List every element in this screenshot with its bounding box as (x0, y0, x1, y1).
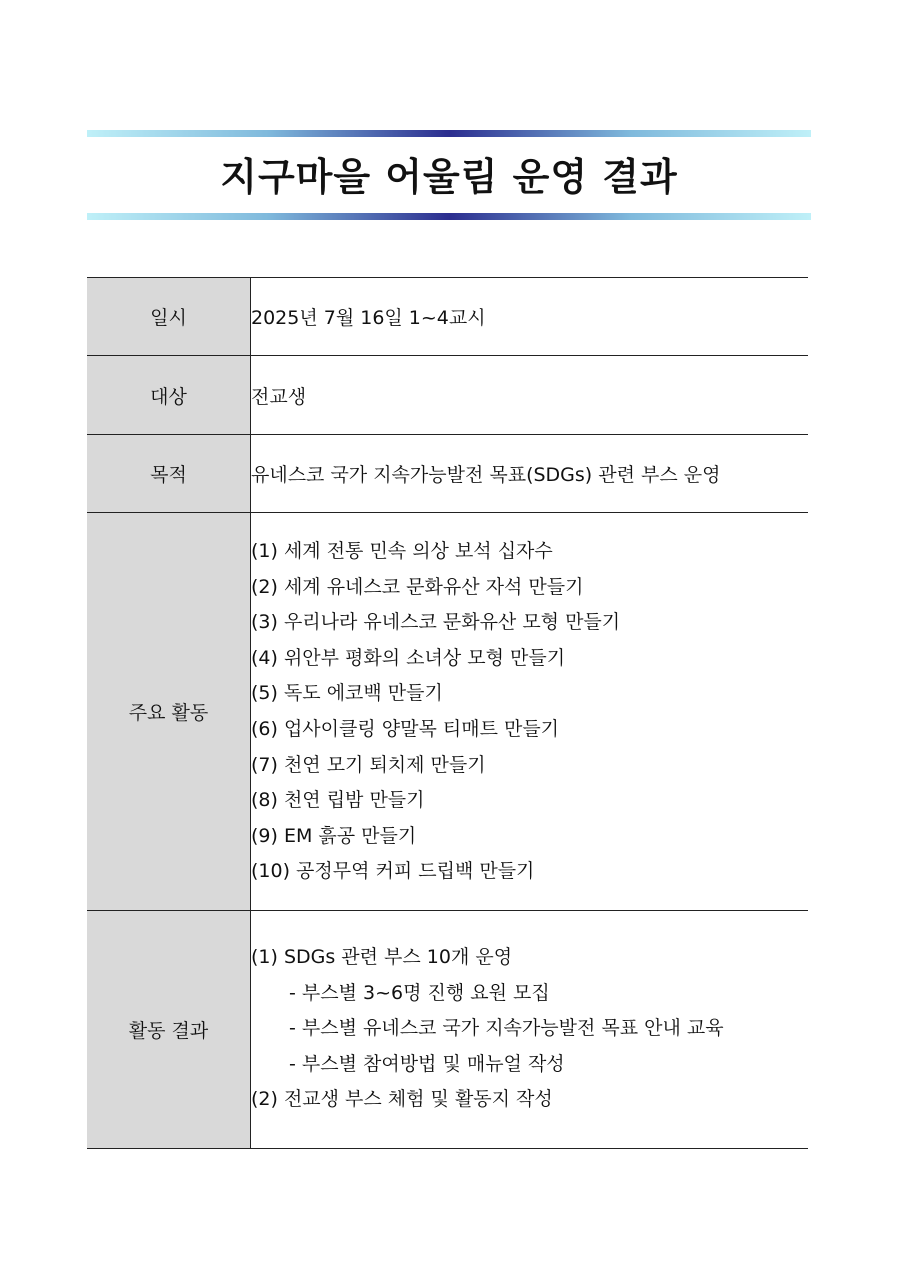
list-item: (1) SDGs 관련 부스 10개 운영 (251, 945, 513, 968)
list-item: (7) 천연 모기 퇴치제 만들기 (251, 753, 486, 776)
list-item: (10) 공정무역 커피 드립백 만들기 (251, 860, 535, 883)
list-subitem: - 부스별 3~6명 진행 요원 모집 (289, 981, 550, 1004)
list-subitem: - 부스별 참여방법 및 매뉴얼 작성 (289, 1052, 565, 1075)
page-title: 지구마을 어울림 운영 결과 (220, 155, 678, 199)
row-value-purpose: 유네스코 국가 지속가능발전 목표(SDGs) 관련 부스 운영 (251, 435, 809, 513)
table-row-activities (87, 513, 808, 911)
row-label-activities: 주요 활동 (87, 513, 251, 911)
list-item: (4) 위안부 평화의 소녀상 모형 만들기 (251, 646, 566, 669)
title-top-bar (87, 130, 811, 137)
row-value-target: 전교생 (251, 356, 809, 435)
activity-list (251, 513, 808, 910)
row-label-purpose: 목적 (87, 435, 251, 513)
list-item: (2) 세계 유네스코 문화유산 자석 만들기 (251, 575, 584, 598)
list-item: (8) 천연 립밤 만들기 (251, 789, 425, 812)
list-item: (9) EM 흙공 만들기 (251, 824, 417, 847)
table-row-target (87, 356, 808, 435)
list-subitem: - 부스별 유네스코 국가 지속가능발전 목표 안내 교육 (289, 1017, 724, 1040)
row-label-date: 일시 (87, 278, 251, 356)
title-bottom-bar (87, 213, 811, 220)
info-table (87, 277, 808, 1149)
list-item: (6) 업사이클링 양말목 티매트 만들기 (251, 717, 560, 740)
list-item: (3) 우리나라 유네스코 문화유산 모형 만들기 (251, 611, 621, 634)
row-value-activities (251, 513, 809, 911)
list-item: (5) 독도 에코백 만들기 (251, 682, 443, 705)
table-row-date (87, 278, 808, 356)
results-list (251, 911, 808, 1148)
row-label-target: 대상 (87, 356, 251, 435)
row-value-date: 2025년 7월 16일 1~4교시 (251, 278, 809, 356)
list-item: (2) 전교생 부스 체험 및 활동지 작성 (251, 1088, 553, 1111)
row-value-results (251, 910, 809, 1148)
table-row-purpose (87, 435, 808, 513)
list-item: (1) 세계 전통 민속 의상 보석 십자수 (251, 540, 553, 562)
row-label-results: 활동 결과 (87, 910, 251, 1148)
table-row-results (87, 910, 808, 1148)
